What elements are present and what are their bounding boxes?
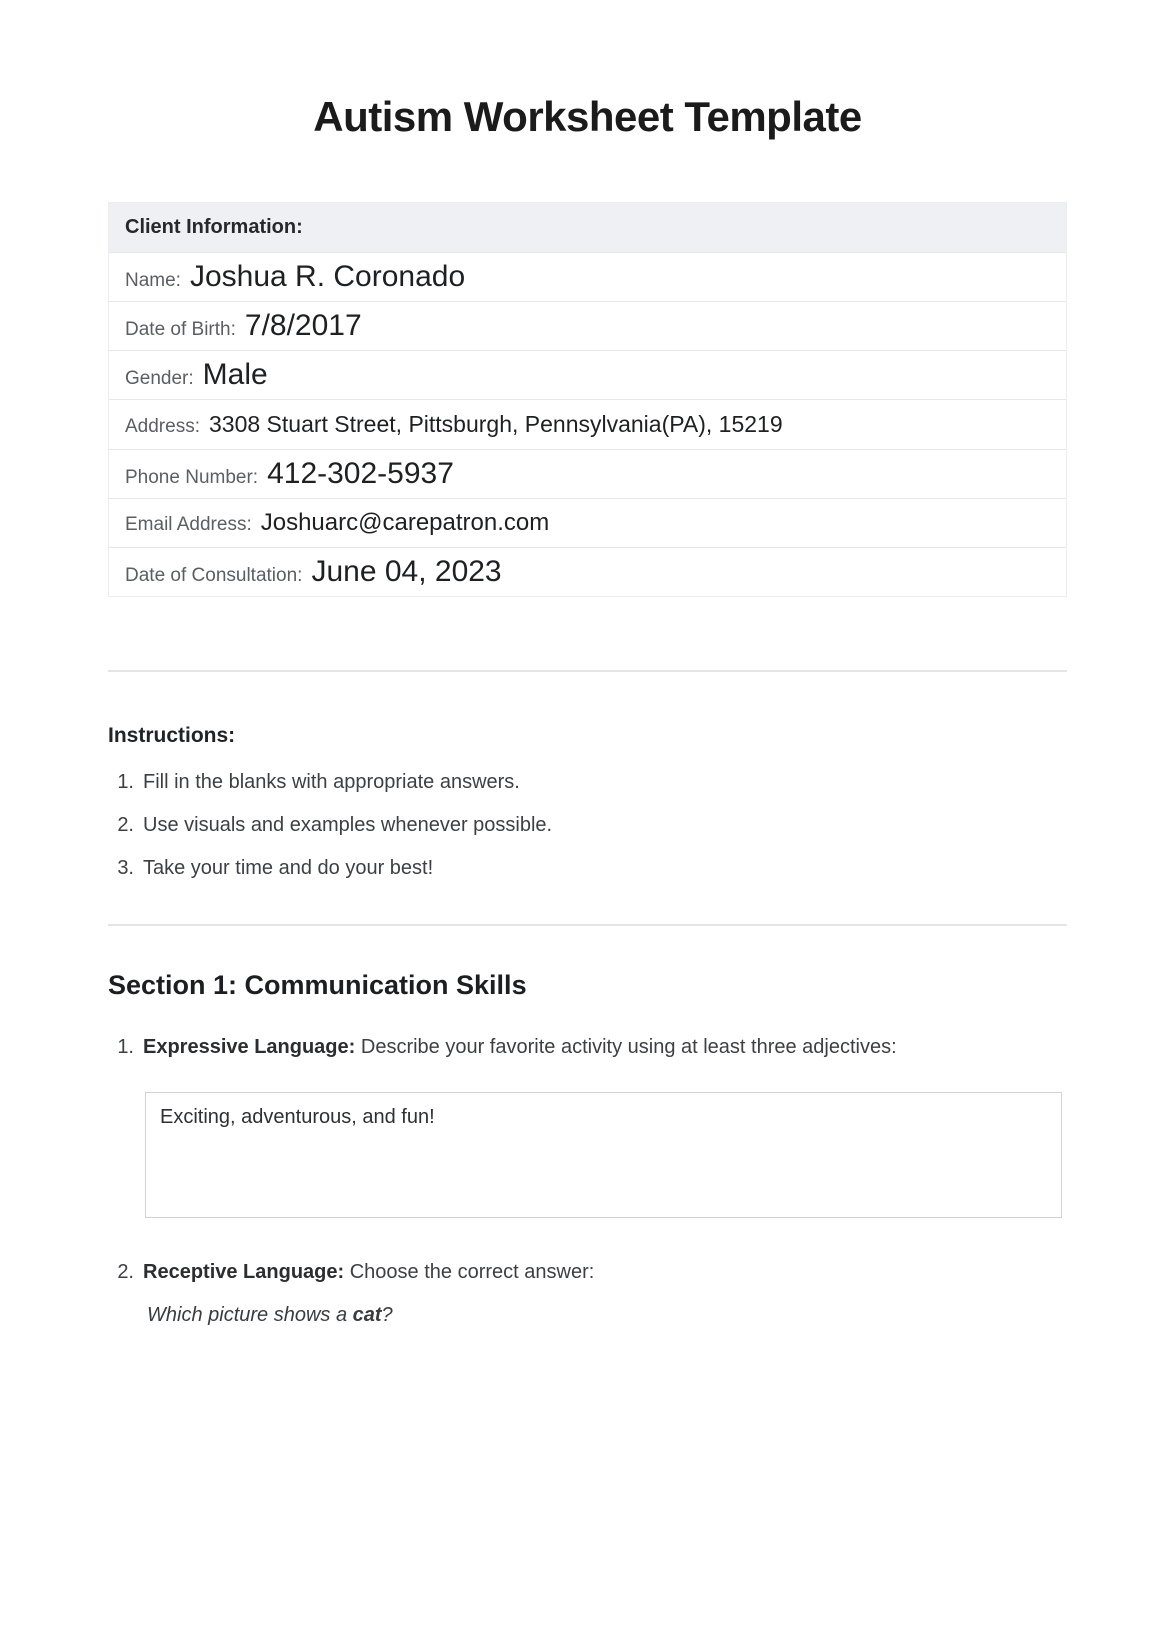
divider bbox=[108, 670, 1067, 672]
question-keyword: cat bbox=[352, 1304, 382, 1327]
divider bbox=[108, 924, 1067, 926]
expressive-language-label: Expressive Language: bbox=[143, 1036, 361, 1059]
name-value: Joshua R. Coronado bbox=[189, 260, 466, 294]
answer-textarea[interactable]: Exciting, adventurous, and fun! bbox=[145, 1092, 1062, 1218]
instruction-item bbox=[108, 813, 1067, 837]
expressive-language-text: Describe your favorite activity using at least three adjectives: bbox=[360, 1036, 897, 1059]
instruction-text: Use visuals and examples whenever possible. bbox=[143, 814, 553, 837]
list-number: 2. bbox=[117, 814, 134, 837]
question-prompt bbox=[143, 1260, 594, 1284]
instruction-item bbox=[108, 856, 1067, 880]
question-suffix: ? bbox=[381, 1304, 393, 1327]
receptive-language-label: Receptive Language: bbox=[143, 1261, 350, 1284]
client-info-table bbox=[108, 202, 1067, 597]
client-info-row-email bbox=[109, 498, 1066, 547]
instructions-list bbox=[108, 770, 1067, 880]
expressive-language-item bbox=[108, 1035, 1067, 1059]
receptive-language-item bbox=[108, 1260, 1067, 1284]
address-label: Address: bbox=[125, 416, 200, 438]
address-value: 3308 Stuart Street, Pittsburgh, Pennsylvania(PA), 15219 bbox=[208, 411, 783, 438]
instruction-item bbox=[108, 770, 1067, 794]
client-info-row-consultation-date bbox=[109, 547, 1066, 596]
receptive-language-text: Choose the correct answer: bbox=[349, 1261, 595, 1284]
consultation-date-label: Date of Consultation: bbox=[125, 565, 303, 587]
phone-label: Phone Number: bbox=[125, 467, 259, 489]
question-prompt bbox=[143, 1035, 897, 1059]
dob-label: Date of Birth: bbox=[125, 319, 236, 341]
list-number: 1. bbox=[117, 1036, 134, 1059]
instruction-text: Fill in the blanks with appropriate answers. bbox=[143, 771, 520, 794]
question-prefix: Which picture shows a bbox=[147, 1304, 353, 1327]
client-info-row-dob bbox=[109, 301, 1066, 350]
client-info-row-address bbox=[109, 399, 1066, 449]
instructions-heading: Instructions: bbox=[108, 724, 236, 748]
email-value: Joshuarc@carepatron.com bbox=[260, 509, 550, 537]
list-number: 2. bbox=[117, 1261, 134, 1284]
list-number: 3. bbox=[117, 857, 134, 880]
gender-label: Gender: bbox=[125, 368, 194, 390]
client-info-header: Client Information: bbox=[109, 202, 1066, 252]
gender-value: Male bbox=[202, 358, 268, 392]
instruction-text: Take your time and do your best! bbox=[143, 857, 434, 880]
client-info-row-phone bbox=[109, 449, 1066, 498]
section-1-list bbox=[108, 1035, 1067, 1059]
email-label: Email Address: bbox=[125, 514, 252, 536]
section-1-list-continued bbox=[108, 1260, 1067, 1284]
consultation-date-value: June 04, 2023 bbox=[311, 555, 502, 589]
name-label: Name: bbox=[125, 270, 181, 292]
dob-value: 7/8/2017 bbox=[244, 309, 362, 343]
list-number: 1. bbox=[117, 771, 134, 794]
section-1-heading: Section 1: Communication Skills bbox=[108, 970, 527, 1001]
page-title: Autism Worksheet Template bbox=[313, 93, 862, 140]
client-info-row-gender bbox=[109, 350, 1066, 399]
client-info-row-name bbox=[109, 252, 1066, 301]
phone-value: 412-302-5937 bbox=[267, 457, 454, 491]
receptive-question bbox=[147, 1303, 1067, 1327]
